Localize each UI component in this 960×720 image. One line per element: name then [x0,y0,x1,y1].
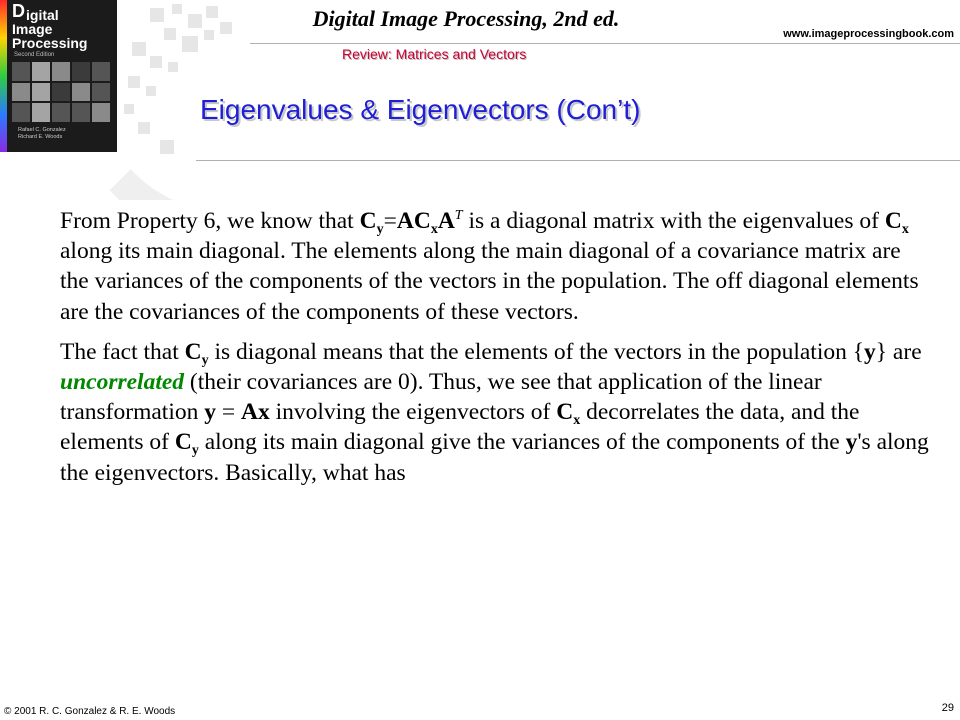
title-divider [196,160,960,161]
cover-authors [18,127,66,141]
book-title: Digital Image Processing, 2nd ed. [312,6,620,31]
cover-color-band [0,0,7,152]
cover-edition: Second Edition [14,52,55,58]
cover-author-2: Richard E. Woods [18,134,63,140]
cover-title-line2: Image [12,21,53,37]
cover-image-tiles [12,62,110,122]
uncorrelated-emphasis: uncorrelated [60,369,185,396]
header-divider [250,43,960,44]
website-url: www.imageprocessingbook.com [783,28,954,40]
cover-title-line1: igital [26,7,59,23]
cover-letter-d: D [12,1,25,21]
section-title: Review: Matrices and Vectors [342,46,527,62]
paragraph-1: From Property 6, we know that $C_y=AC_xA^T$ is a diagonal matrix with the eigenvalues of $C_x$ along its main diagonal. The elements along the main diagonal of a covariance matrix are the variances of the components of the vectors in the population. The off diagonal elements are the covariances of the components of these vectors. [60,208,919,325]
cover-author-1: Rafael C. Gonzalez [18,127,66,133]
book-cover-image [0,0,117,152]
slide-title: Eigenvalues & Eigenvectors (Con’t) [200,94,641,125]
paragraph-2: The fact that $C_y$ is diagonal means that the elements of the vectors in the population {y} are uncorrelated (their covariances are 0). Thus, we see that application of the linear transformation y = Ax involving the eigenvectors of $C_x$ decorrelates the data, and the elements of $C_y$ along its main diagonal give the variances of the components of the y's along the eigenvectors. Basically, what has [60,338,929,486]
cover-title-line3: Processing [12,35,88,51]
copyright-notice: © 2001 R. C. Gonzalez & R. E. Woods [4,706,176,717]
page-number: 29 [941,702,954,714]
slide-body [60,206,930,488]
